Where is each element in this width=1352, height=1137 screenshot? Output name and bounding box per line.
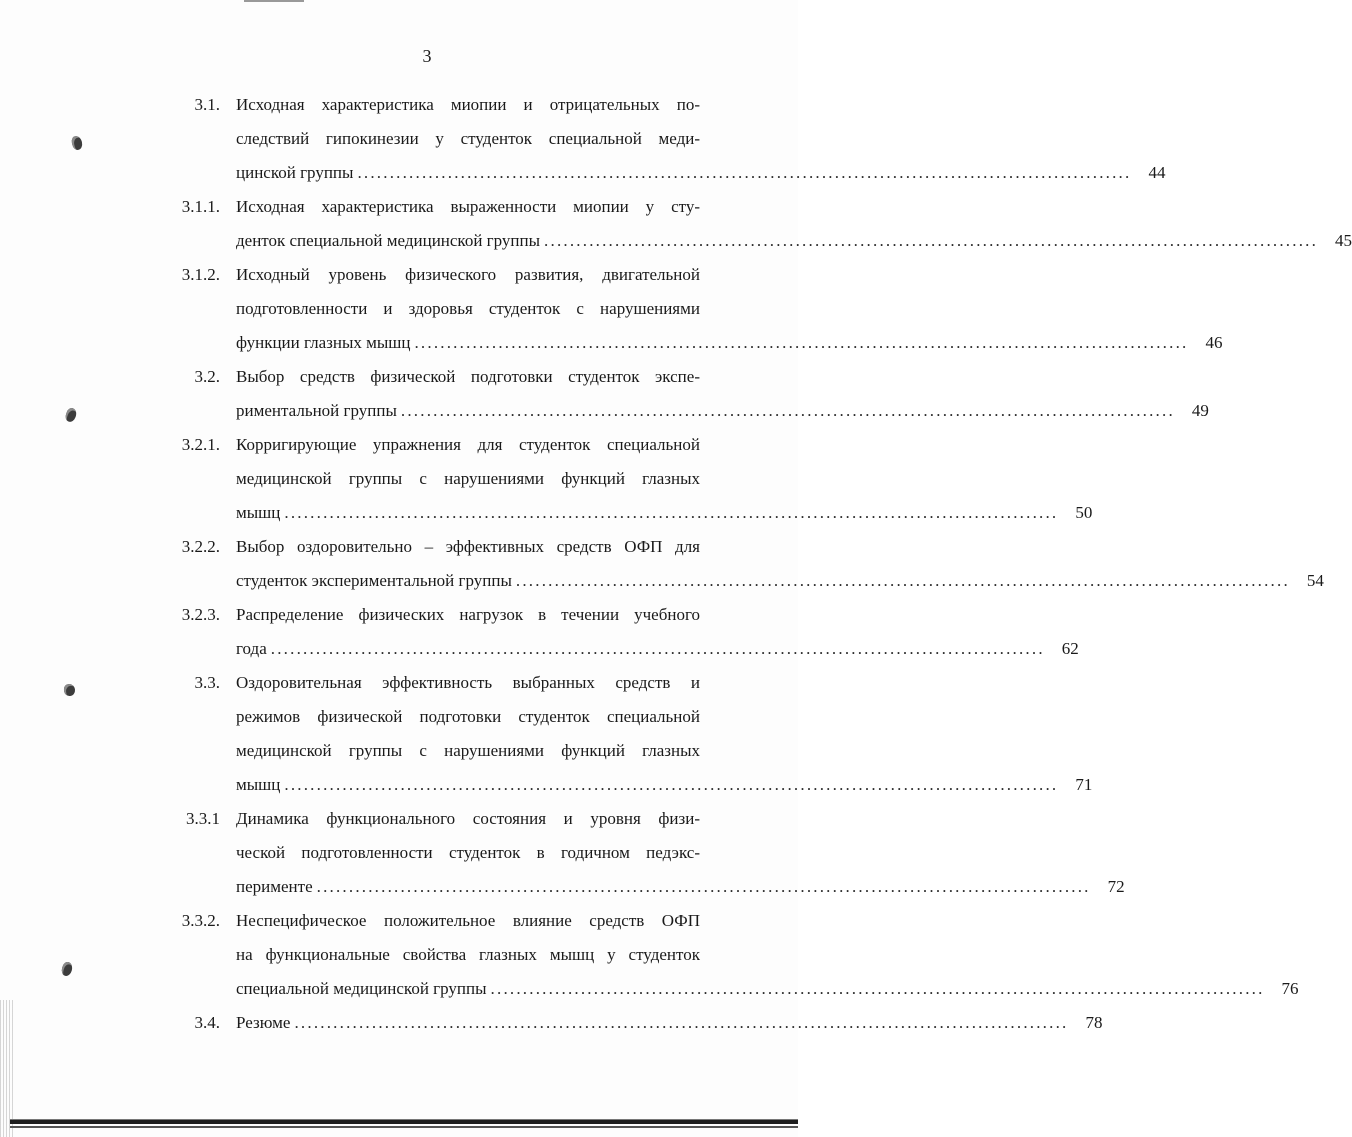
- toc-title-line: студенток экспериментальной группы: [236, 571, 512, 590]
- toc-title-line: Выбор оздоровительно – эффективных средств ОФП для: [236, 537, 700, 556]
- toc-title-last-line: [236, 870, 1125, 904]
- toc-entry-number: 3.1.1.: [181, 197, 220, 216]
- leader-dots: ........................................................................................................................: [357, 163, 1132, 182]
- toc-entry-title: [236, 666, 1093, 802]
- scan-mark: [244, 0, 304, 2]
- toc-page-number: 62: [1061, 639, 1079, 658]
- toc-title-last-line: [236, 224, 1352, 258]
- leader-dots: ........................................................................................................................: [284, 503, 1059, 522]
- leader-dots: ........................................................................................................................: [284, 775, 1059, 794]
- toc-entry: [0, 904, 1299, 1006]
- toc-page-number: 72: [1107, 877, 1125, 896]
- toc-entry: [0, 666, 1093, 802]
- toc-title-last-line: [236, 394, 1209, 428]
- toc-title-last-line: [236, 972, 1299, 1006]
- bottom-border-line: [10, 1119, 798, 1124]
- toc-title-line: режимов физической подготовки студенток специальной: [236, 707, 700, 726]
- toc-title-line: Динамика функционального состояния и уровня физи-: [236, 809, 700, 828]
- toc-entry-number: 3.4.: [194, 1013, 220, 1032]
- toc-title-line: Распределение физических нагрузок в течении учебного: [236, 605, 700, 624]
- toc-title-last-line: [236, 564, 1324, 598]
- leader-dots: ........................................................................................................................: [515, 571, 1290, 590]
- toc-title-line: функции глазных мышц: [236, 333, 411, 352]
- toc-title-line: Корригирующие упражнения для студенток специальной: [236, 435, 700, 454]
- toc-entry-number: 3.2.2.: [181, 537, 220, 556]
- leader-dots: ........................................................................................................................: [544, 231, 1319, 250]
- toc-entry-title: [236, 88, 1166, 190]
- toc-entry-number: 3.1.2.: [181, 265, 220, 284]
- toc-entry-title: [236, 802, 1125, 904]
- toc-title-line: цинской группы: [236, 163, 354, 182]
- leader-dots: ........................................................................................................................: [270, 639, 1045, 658]
- toc-entry-title: [236, 904, 1299, 1006]
- toc-entry-title: [236, 530, 1324, 598]
- toc-entry-title: [236, 428, 1093, 530]
- toc-title-line: медицинской группы с нарушениями функций глазных: [236, 741, 700, 760]
- toc-title-line: Резюме: [236, 1013, 291, 1032]
- scan-edge: [0, 1000, 14, 1137]
- toc-title-line: специальной медицинской группы: [236, 979, 487, 998]
- toc-page-number: 54: [1306, 571, 1324, 590]
- toc-entry-title: [236, 190, 1352, 258]
- toc-title-last-line: [236, 496, 1093, 530]
- toc-page-number: 49: [1191, 401, 1209, 420]
- toc-title-line: риментальной группы: [236, 401, 397, 420]
- toc-title-last-line: [236, 156, 1166, 190]
- toc-page-number: 46: [1205, 333, 1223, 352]
- toc-title-line: денток специальной медицинской группы: [236, 231, 541, 250]
- toc-title-line: следствий гипокинезии у студенток специальной меди-: [236, 129, 700, 148]
- toc-page-number: 44: [1148, 163, 1166, 182]
- toc-entry-number: 3.3.1: [186, 809, 220, 828]
- toc-entry-title: [236, 598, 1079, 666]
- toc-entry-title: [236, 1006, 1103, 1040]
- toc-page-number: 78: [1085, 1013, 1103, 1032]
- bottom-border-line: [10, 1126, 798, 1128]
- toc-title-line: Исходный уровень физического развития, двигательной: [236, 265, 700, 284]
- toc-entry: [0, 802, 1125, 904]
- toc-entry-number: 3.2.1.: [181, 435, 220, 454]
- toc-page-number: 50: [1075, 503, 1093, 522]
- toc-title-line: Исходная характеристика выраженности миопии у сту-: [236, 197, 700, 216]
- toc-entry-number: 3.3.2.: [181, 911, 220, 930]
- toc-title-line: года: [236, 639, 267, 658]
- toc-page-number: 45: [1335, 231, 1352, 250]
- toc-entry: [0, 428, 1093, 530]
- toc-title-line: ческой подготовленности студенток в годичном педэкс-: [236, 843, 700, 862]
- toc-title-line: Неспецифическое положительное влияние средств ОФП: [236, 911, 700, 930]
- toc-entry-title: [236, 360, 1209, 428]
- toc-title-line: медицинской группы с нарушениями функций глазных: [236, 469, 700, 488]
- toc-title-line: Выбор средств физической подготовки студенток экспе-: [236, 367, 700, 386]
- toc-title-line: мышц: [236, 503, 281, 522]
- toc-title-line: подготовленности и здоровья студенток с нарушениями: [236, 299, 700, 318]
- table-of-contents: [0, 88, 1352, 1040]
- toc-entry-number: 3.2.3.: [181, 605, 220, 624]
- toc-entry: [0, 598, 1079, 666]
- toc-entry: [0, 1006, 1103, 1040]
- toc-page-number: 71: [1075, 775, 1093, 794]
- toc-entry-number: 3.1.: [194, 95, 220, 114]
- toc-title-line: Исходная характеристика миопии и отрицательных по-: [236, 95, 700, 114]
- leader-dots: ........................................................................................................................: [316, 877, 1091, 896]
- toc-entry: [0, 258, 1223, 360]
- toc-title-last-line: [236, 1006, 1103, 1040]
- toc-entry: [0, 530, 1324, 598]
- toc-page-number: 76: [1281, 979, 1299, 998]
- toc-entry: [0, 360, 1209, 428]
- toc-title-last-line: [236, 326, 1223, 360]
- page-number: 3: [422, 46, 432, 66]
- toc-title-last-line: [236, 768, 1093, 802]
- leader-dots: ........................................................................................................................: [400, 401, 1175, 420]
- toc-title-line: мышц: [236, 775, 281, 794]
- toc-entry: [0, 88, 1166, 190]
- toc-title-line: Оздоровительная эффективность выбранных средств и: [236, 673, 700, 692]
- toc-entry-title: [236, 258, 1223, 360]
- leader-dots: ........................................................................................................................: [414, 333, 1189, 352]
- toc-entry-number: 3.2.: [194, 367, 220, 386]
- leader-dots: ........................................................................................................................: [490, 979, 1265, 998]
- toc-entry: [0, 190, 1352, 258]
- toc-title-line: на функциональные свойства глазных мышц у студенток: [236, 945, 700, 964]
- leader-dots: ........................................................................................................................: [294, 1013, 1069, 1032]
- toc-entry-number: 3.3.: [194, 673, 220, 692]
- toc-title-last-line: [236, 632, 1079, 666]
- toc-title-line: перименте: [236, 877, 313, 896]
